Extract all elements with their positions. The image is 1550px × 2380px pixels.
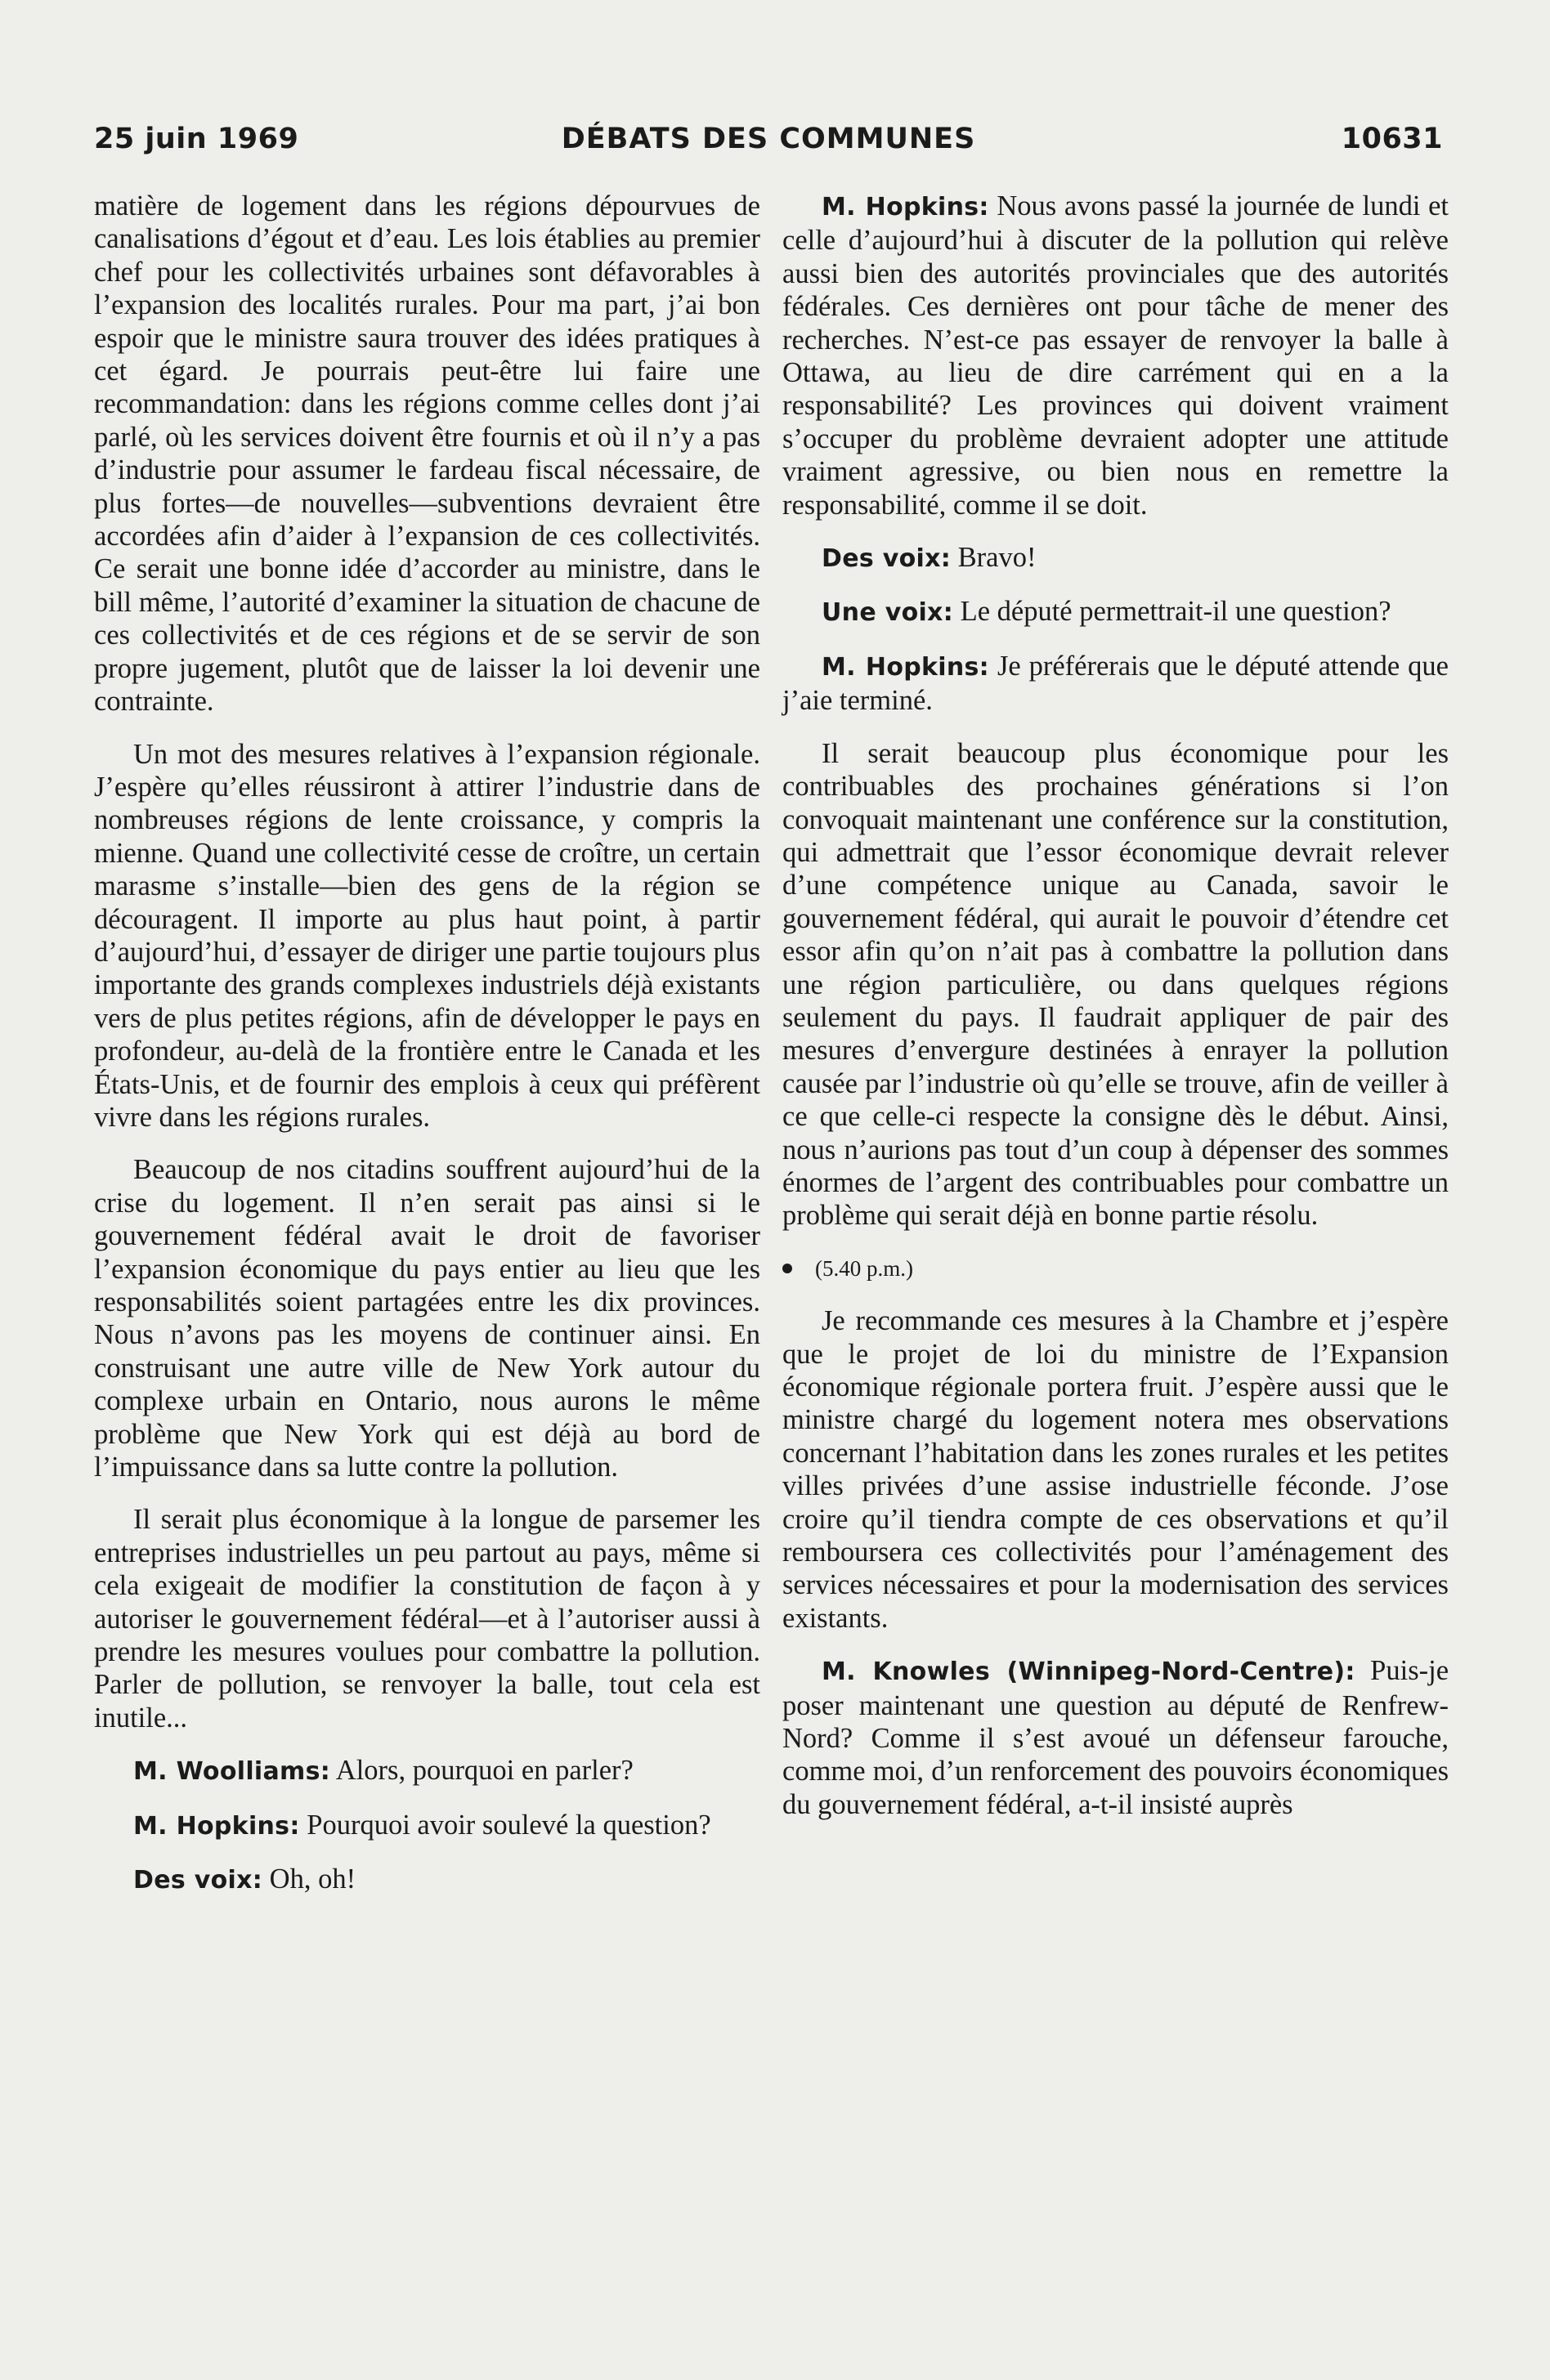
speaker-name: M. Woolliams: bbox=[133, 1757, 331, 1787]
bullet-icon bbox=[782, 1264, 792, 1273]
speaker-name: Des voix: bbox=[822, 544, 952, 574]
left-column bbox=[94, 190, 760, 1917]
paragraph: Il serait plus économique à la longue de parsemer les entreprises industrielles un peu partout au pays, même si cela exigeait de modifier la constitution de façon à y autoriser le gouvernement fédéral—et à l’autoriser aussi à prendre les mesures voulues pour combattre la pollution. Parler de pollution, se renvoyer la balle, tout cela est inutile... bbox=[94, 1504, 760, 1734]
paragraph: Beaucoup de nos citadins souffrent aujourd’hui de la crise du logement. Il n’en serait pas ainsi si le gouvernement fédéral avait le droit de favoriser l’expansion économique du pays entier au lieu que les responsabilités soient partagées entre les dix provinces. Nous n’avons pas les moyens de continuer ainsi. En construisant une autre ville de New York autour du complexe urbain en Ontario, nous aurons le même problème que New York qui est déjà au bord de l’impuissance dans sa lutte contre la pollution. bbox=[94, 1154, 760, 1483]
speech bbox=[94, 1863, 760, 1897]
speech-text: Bravo! bbox=[957, 542, 1037, 574]
speech-text: Pourquoi avoir soulevé la question? bbox=[307, 1809, 711, 1841]
time-stamp bbox=[782, 1252, 1449, 1285]
time-text: (5.40 p.m.) bbox=[815, 1255, 913, 1281]
header-date: 25 juin 1969 bbox=[94, 123, 299, 155]
speech bbox=[782, 650, 1449, 718]
speaker-name: Une voix: bbox=[822, 598, 954, 628]
speaker-name: M. Hopkins: bbox=[822, 652, 989, 682]
speaker-name: M. Hopkins: bbox=[822, 193, 989, 221]
speech-text: Nous avons passé la journée de lundi et celle d’aujourd’hui à discuter de la pollution qui relève aussi bien des autorités provinciales que des autorités fédérales. Ces dernières ont pour tâche de mener des recherches. N’est-ce pas essayer de renvoyer la balle à Ottawa, au lieu de dire carrément qui en a la responsabilité? Les provinces qui doivent vraiment s’occuper du problème devraient adopter une attitude vraiment agressive, ou bien nous en remettre la responsabilité, comme il se doit. bbox=[782, 190, 1449, 521]
speech bbox=[782, 595, 1449, 629]
paragraph: matière de logement dans les régions dépourvues de canalisations d’égout et d’eau. Les lois établies au premier chef pour les collectivités urbaines sont défavorables à l’expansion des localités rurales. Pour ma part, j’ai bon espoir que le ministre saura trouver des idées pratiques à cet égard. Je pourrais peut-être lui faire une recommandation: dans les régions comme celles dont j’ai parlé, où les services doivent être fournis et où il n’y a pas d’industrie pour assumer le fardeau fiscal nécessaire, de plus fortes—de nouvelles—subventions devraient être accordées afin d’aider à l’expansion de ces collectivités. Ce serait une bonne idée d’accorder au ministre, dans le bill même, l’autorité d’examiner la situation de chacune de ces collectivités et de ces régions et de se servir de son propre jugement, plutôt que de laisser la loi devenir une contrainte. bbox=[94, 190, 760, 718]
speech-text: Je préférerais que le député attende que j’aie terminé. bbox=[782, 650, 1449, 717]
page-header bbox=[94, 123, 1443, 163]
speech-text: Le député permettrait-il une question? bbox=[960, 596, 1391, 628]
speaker-name: M. Hopkins: bbox=[133, 1811, 300, 1841]
speech bbox=[94, 1754, 760, 1788]
speech bbox=[782, 190, 1449, 521]
right-column bbox=[782, 190, 1449, 1841]
paragraph: Je recommande ces mesures à la Chambre et j’espère que le projet de loi du ministre de l’Expansion économique régionale portera fruit. J’espère aussi que le ministre chargé du logement notera mes observations concernant l’habitation dans les zones rurales et les petites villes privées d’une assise industrielle féconde. J’ose croire qu’il tiendra compte de ces observations et qu’il remboursera ces collectivités pour l’aménagement des services nécessaires et pour la modernisation des services existants. bbox=[782, 1305, 1449, 1634]
speaker-name: M. Knowles (Winnipeg-Nord-Centre): bbox=[822, 1658, 1355, 1687]
header-page-number: 10631 bbox=[1341, 123, 1443, 155]
header-title: DÉBATS DES COMMUNES bbox=[561, 123, 976, 155]
speech-text: Alors, pourquoi en parler? bbox=[335, 1755, 634, 1787]
paragraph: Un mot des mesures relatives à l’expansion régionale. J’espère qu’elles réussiront à attirer l’industrie dans de nombreuses régions de lente croissance, y compris la mienne. Quand une collectivité cesse de croître, un certain marasme s’installe—bien des gens de la région se découragent. Il importe au plus haut point, à partir d’aujourd’hui, d’essayer de diriger une partie toujours plus importante des grands complexes industriels déjà existants vers de plus petites régions, afin de développer le pays en profondeur, au-delà de la frontière entre le Canada et les États-Unis, et de fournir des emplois à ceux qui préfèrent vivre dans les régions rurales. bbox=[94, 738, 760, 1133]
speech bbox=[782, 541, 1449, 575]
speech-text: Oh, oh! bbox=[269, 1863, 356, 1895]
speaker-name: Des voix: bbox=[133, 1866, 263, 1895]
speech bbox=[782, 1654, 1449, 1821]
speech bbox=[94, 1809, 760, 1843]
speech-text: Puis-je poser maintenant une question au député de Renfrew-Nord? Comme il s’est avoué un défenseur farouche, comme moi, d’un renforcement des pouvoirs économiques du gouvernement fédéral, a-t-il insisté auprès bbox=[782, 1655, 1449, 1820]
paragraph: Il serait beaucoup plus économique pour les contribuables des prochaines générations si l’on convoquait maintenant une conférence sur la constitution, qui admettrait que l’essor économique devrait relever d’une compétence unique au Canada, savoir le gouvernement fédéral, qui aurait le pouvoir d’étendre cet essor afin qu’on n’ait pas à combattre la pollution dans une région particulière, ou dans quelques régions seulement du pays. Il faudrait appliquer de pair des mesures d’envergure destinées à enrayer la pollution causée par l’industrie où qu’elle se trouve, afin de veiller à ce que celle-ci respecte la consigne dès le début. Ainsi, nous n’aurions pas tout d’un coup à dépenser des sommes énormes de l’argent des contribuables pour combattre un problème qui serait déjà en bonne partie résolu. bbox=[782, 737, 1449, 1232]
